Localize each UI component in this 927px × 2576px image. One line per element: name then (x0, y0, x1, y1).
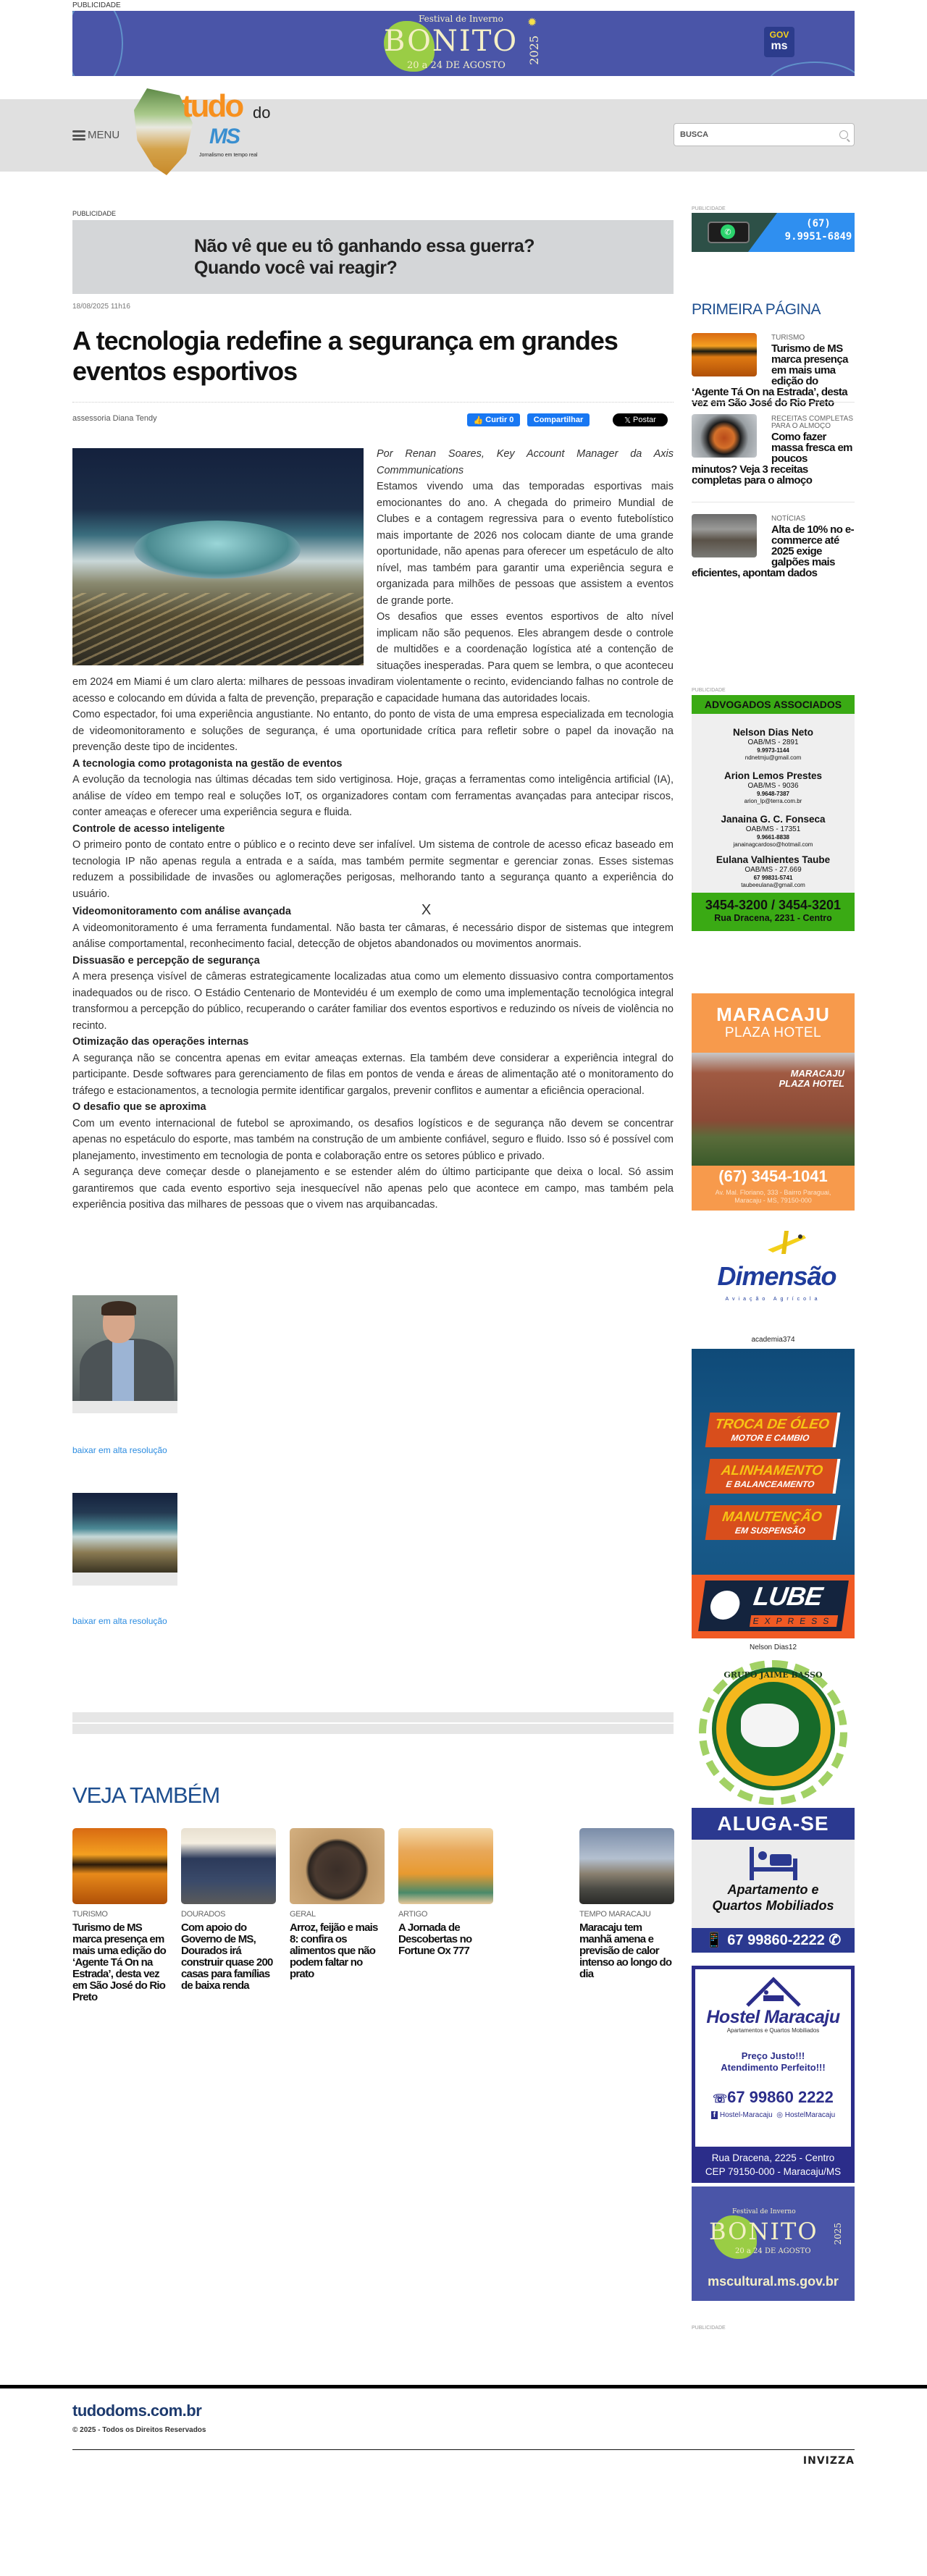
service-title: TROCA DE ÓLEO (713, 1417, 831, 1432)
whatsapp-area-code: (67) (806, 218, 831, 230)
search-box[interactable] (674, 123, 855, 146)
aluga-line: Apartamento e (727, 1882, 819, 1897)
veja-tambem-title: VEJA TAMBÉM (72, 1782, 220, 1808)
gov-text: GOV (769, 30, 789, 40)
hostel-promo: Atendimento Perfeito!!! (721, 2062, 826, 2073)
footer-copyright: © 2025 - Todos os Direitos Reservados (72, 2426, 206, 2434)
author-portrait (72, 1295, 177, 1401)
logo-tagline: Jornalismo em tempo real (199, 153, 258, 158)
service-title: MANUTENÇÃO (721, 1510, 823, 1525)
cattle-image (741, 1704, 799, 1747)
phone-icon: ☏ (713, 2093, 728, 2105)
lawyer-email: taubeeulana@gmail.com (741, 882, 805, 888)
aluga-se-ad[interactable] (692, 1808, 855, 1953)
ad-diagonal (748, 213, 777, 252)
footer-site-name[interactable]: tudodoms.com.br (72, 2402, 202, 2420)
download-high-res-link[interactable]: baixar em alta resolução (72, 1616, 167, 1626)
aluga-phone-bar (692, 1928, 855, 1953)
advogados-address: Rua Dracena, 2231 - Centro (714, 913, 832, 923)
whatsapp-ad[interactable] (692, 213, 855, 252)
ad-label: PUBLICIDADE (72, 210, 117, 217)
primeira-headline[interactable]: Alta de 10% no e-commerce até 2025 exige galpões mais eficientes, apontam dados (692, 523, 854, 579)
section-heading-text: Videomonitoramento com análise avançada (72, 906, 291, 917)
lawyer-entry (692, 727, 855, 762)
related-image (181, 1828, 276, 1904)
service-oil-change (705, 1413, 841, 1447)
aluga-phone: 67 99860-2222 (727, 1932, 825, 1948)
section-heading: O desafio que se aproxima (72, 1101, 206, 1113)
hostel-instagram: HostelMaracaju (784, 2111, 836, 2119)
ms-text: ms (771, 40, 788, 52)
aluga-line: Quartos Mobiliados (712, 1898, 834, 1913)
festival-year: 2025 (527, 35, 541, 65)
dengue-campaign-ad[interactable] (72, 220, 674, 294)
ad-caption: Nelson Dias12 (749, 1643, 797, 1651)
phone-icon: 📱 (705, 1932, 723, 1948)
related-image (579, 1828, 674, 1904)
facebook-icon: f (711, 2111, 718, 2119)
primeira-item[interactable] (692, 333, 855, 408)
festival-label: Festival de Inverno (419, 14, 503, 24)
aluga-header: ALUGA-SE (692, 1808, 855, 1840)
lawyer-oab: OAB/MS - 2891 (747, 738, 799, 746)
service-subtitle: E BALANCEAMENTO (725, 1479, 815, 1489)
related-card[interactable] (290, 1828, 385, 1980)
whatsapp-icon: ✆ (829, 1932, 842, 1948)
footer-divider (0, 2385, 927, 2388)
drops-icon (708, 1591, 742, 1620)
advogados-phones: 3454-3200 / 3454-3201 (705, 898, 842, 912)
divider (72, 402, 674, 403)
site-logo[interactable] (134, 88, 286, 179)
related-headline[interactable]: Arroz, feijão e mais 8: confira os alimentos que não podem faltar no prato (290, 1922, 378, 1980)
sun-icon: ✹ (527, 17, 537, 29)
hostel-roof-bed-icon (744, 1977, 802, 2007)
hotel-photo (692, 1053, 855, 1166)
related-headline[interactable]: Maracaju tem manhã amena e previsão de calor intenso ao longo do dia (579, 1922, 672, 1980)
hostel-address: Rua Dracena, 2225 - Centro (711, 2152, 835, 2163)
hotel-name: MARACAJU (716, 1003, 830, 1025)
gallery-photo-stadium[interactable] (72, 1493, 177, 1586)
hotel-sign: MARACAJU (790, 1068, 844, 1079)
hostel-facebook: Hostel-Maracaju (719, 2111, 773, 2119)
lawyer-phone: 9.9661-8838 (757, 834, 789, 841)
related-category: TURISMO (72, 1910, 108, 1919)
article-paragraph: Os desafios que esses eventos esportivos de alto nível implicam não são pequenos. Eles abrangem desde o controle de multidões e a coordenação logística até a contenção de situações inesperadas. Para quem se lembra, o que aconteceu em 2024 em Miami é um claro alerta: milhares de pessoas invadiram violentamente o recinto, evidenciando falhas no controle de acesso e colocando em dúvida a falta de prevenção, preparação e capacidade humana das autoridades locais. (72, 611, 674, 704)
whatsapp-phone: 9.9951-6849 (784, 231, 852, 243)
related-image (290, 1828, 385, 1904)
x-post-button[interactable] (613, 413, 668, 426)
festival-url: mscultural.ms.gov.br (708, 2274, 839, 2289)
ad-label: PUBLICIDADE (692, 688, 726, 693)
dimensao-brand: Dimensão (717, 1261, 836, 1291)
related-card[interactable] (181, 1828, 276, 1992)
hotel-sign: PLAZA HOTEL (779, 1078, 844, 1089)
primeira-image (692, 333, 757, 376)
lawyer-phone: 67 99831-5741 (753, 875, 793, 881)
hostel-phone: 67 99860 2222 (727, 2088, 834, 2106)
article-paragraph: Estamos vivendo uma das temporadas esportivas mais emocionantes do ano. A chegada do primeiro Mundial de Clubes e a contagem regressiva para o evento futebolístico mais importante de 2026 nos colocam diante de uma grande oportunidade, não apenas para oferecer um espetáculo de alto nível, mas também para garantir uma experiência segura e organizada para milhões de pessoas que assistem a eventos de grande porte. (377, 481, 674, 607)
decorative-wave (72, 11, 123, 76)
bonito-wordmark: BONITO (709, 2218, 818, 2245)
lawyer-name: Nelson Dias Neto (732, 727, 814, 738)
primeira-item[interactable] (692, 514, 855, 578)
festival-dates: 20 a 24 DE AGOSTO (407, 60, 506, 71)
stadium-thumbnail (72, 1493, 177, 1573)
article-paragraph: Com um evento internacional de futebol se aproximando, os desafios logísticos e de segurança não devem se concentrar apenas no espetáculo do esporte, mas também na construção de um ambiente confiável, seguro e fluido. Isso só é possível com planejamento, investimento em tecnologia de ponta e colaboração entre os setores público e privado. (72, 1117, 674, 1162)
x-logo-icon: 𝕏 (624, 416, 632, 425)
article-date: 18/08/2025 11h16 (72, 303, 130, 311)
lawyer-entry (692, 814, 855, 849)
hamburger-icon (72, 130, 85, 140)
article-byline: Por Renan Soares, Key Account Manager da Axis Commmunications (377, 448, 674, 476)
primeira-category: NOTÍCIAS (771, 515, 806, 523)
article-paragraph: Como espectador, foi uma experiência angustiante. No entanto, do ponto de vista de uma empresa especializada em tecnologia de videomonitoramento e soluções de segurança, é uma oportunidade crítica para refletir sobre o papel da inovação na prevenção deste tipo de incidentes. (72, 709, 674, 753)
lawyer-entry (692, 770, 855, 805)
ad-label: PUBLICIDADE (692, 206, 726, 211)
related-headline[interactable]: Com apoio do Governo de MS, Dourados irá construir quase 200 casas para famílias de baixa renda (181, 1922, 273, 1992)
lube-express-text: EXPRESS (750, 1615, 838, 1627)
lawyer-email: ndnetmju@gmail.com (744, 754, 802, 761)
section-heading: A tecnologia como protagonista na gestão de eventos (72, 757, 343, 770)
dimensao-tagline: Aviação Agrícola (725, 1297, 821, 1302)
footer-divider (72, 2449, 855, 2450)
bonito-wordmark: BONITO (384, 25, 519, 58)
whatsapp-icon: ✆ (721, 224, 735, 239)
post-label: Postar (633, 416, 656, 424)
lawyer-email: arion_lp@terra.com.br (744, 798, 802, 804)
hostel-maracaju-ad[interactable] (692, 1966, 855, 2183)
divider (692, 402, 855, 403)
lawyer-name: Janaina G. C. Fonseca (721, 814, 826, 825)
festival-year: 2025 (833, 2223, 843, 2245)
primeira-image (692, 414, 757, 458)
menu-button[interactable] (72, 129, 119, 142)
hotel-phone: (67) 3454-1041 (718, 1167, 828, 1185)
article-paragraph: A segurança deve começar desde o planejamento e se estender além do último participante que deixa o local. Só assim garantiremos que cada evento esportivo seja inesquecível não apenas pelo que acontece em campo, mas também pela experiência positiva das milhares de pessoas que o vivem nas arquibancadas. (72, 1166, 674, 1211)
bed-icon (748, 1845, 799, 1882)
lube-logo (698, 1580, 849, 1631)
advogados-footer (692, 893, 855, 931)
primeira-headline[interactable]: Turismo de MS marca presença em mais uma edição do ‘Agente Tá On na Estrada’, desta vez em São José do Rio Preto (692, 342, 848, 409)
lawyer-oab: OAB/MS - 27.669 (744, 866, 802, 874)
search-icon[interactable] (839, 130, 848, 139)
related-image (398, 1828, 493, 1904)
ad-label: PUBLICIDADE (72, 1, 121, 9)
lube-wordmark: LUBE (752, 1581, 824, 1611)
lawyer-oab: OAB/MS - 17351 (745, 825, 801, 833)
primeira-headline[interactable]: Como fazer massa fresca em poucos minutos? Veja 3 receitas completas para o almoço (692, 431, 852, 487)
hotel-address: Maracaju - MS, 79150-000 (734, 1197, 812, 1204)
download-high-res-link[interactable]: baixar em alta resolução (72, 1445, 167, 1455)
hostel-subtitle: Apartamentos e Quartos Mobiliados (726, 2027, 820, 2034)
advogados-header: ADVOGADOS ASSOCIADOS (692, 695, 855, 714)
close-icon[interactable]: X (421, 902, 432, 918)
grupo-jaime-basso-ad[interactable] (692, 1660, 855, 1805)
primeira-category: RECEITAS COMPLETAS PARA O ALMOÇO (771, 415, 853, 430)
article-body (72, 446, 674, 1213)
related-category: DOURADOS (181, 1910, 226, 1919)
service-subtitle: MOTOR E CAMBIO (730, 1433, 810, 1443)
decorative-wave (768, 62, 855, 76)
related-headline[interactable]: A Jornada de Descobertas no Fortune Ox 777 (398, 1922, 472, 1957)
hostel-brand: Hostel Maracaju (706, 2007, 840, 2027)
lawyer-name: Eulana Valhientes Taube (716, 854, 831, 865)
related-image (72, 1828, 167, 1904)
menu-label: MENU (88, 129, 120, 141)
article-paragraph: O primeiro ponto de contato entre o público e o recinto deve ser infalível. Um sistema de controle de acesso eficaz baseado em tecnologia IP não apenas regula a entrada e a saída, mas também permite segmentar e gerenciar zonas. Esses sistemas reduzem a possibilidade de invasões ou aglomerações perigosas, melhorando tanto a segurança quanto a experiência do usuário. (72, 839, 674, 900)
like-label: Curtir 0 (485, 416, 514, 424)
service-subtitle: EM SUSPENSÃO (734, 1525, 806, 1536)
lawyer-oab: OAB/MS - 9036 (747, 782, 799, 790)
section-heading: Dissuasão e percepção de segurança (72, 954, 260, 967)
hotel-address: Av. Mal. Floriano, 333 - Bairro Paraguai, (715, 1189, 831, 1196)
facebook-share-button[interactable] (527, 413, 590, 426)
hostel-address: CEP 79150-000 - Maracaju/MS (705, 2166, 842, 2177)
dimensao-aviacao-ad[interactable] (692, 1224, 855, 1310)
related-card[interactable] (579, 1828, 674, 1980)
ad-line: Não vê que eu tô ganhando essa guerra? (194, 236, 535, 256)
service-title: ALINHAMENTO (720, 1463, 824, 1478)
section-heading (72, 902, 674, 920)
article-paragraph: A evolução da tecnologia nas últimas décadas tem sido vertiginosa. Hoje, graças a ferramentas como inteligência artificial (IA), análise de vídeo em tempo real e soluções IoT, os organizadores contam com ferramentas avançadas para antecipar riscos, conter ameaças e oferecer uma experiência segura e fluida. (72, 774, 674, 818)
primeira-category: TURISMO (771, 334, 805, 342)
primeira-pagina-title: PRIMEIRA PÁGINA (692, 301, 821, 318)
logo-ms: MS (209, 125, 239, 148)
logo-tudo: tudo (182, 88, 243, 124)
lawyer-email: janainagcardoso@hotmail.com (733, 841, 813, 848)
article-title: A tecnologia redefine a segurança em grandes eventos esportivos (72, 326, 618, 386)
whatsapp-number (782, 217, 855, 243)
lawyer-phone: 9.9973-1144 (757, 747, 789, 754)
service-suspension (705, 1505, 841, 1540)
article-paragraph: A segurança não se concentra apenas em evitar ameaças externas. Ela também deve considerar a experiência integral do participante. Desde softwares para gerenciamento de filas em pontos de venda e áreas de alimentação até o monitoramento do tráfego e estacionamentos, a tecnologia permite identificar gargalos, prevenir conflitos e aumentar a eficiência operacional. (72, 1052, 674, 1097)
ad-line: Quando você vai reagir? (194, 258, 398, 278)
related-category: GERAL (290, 1910, 316, 1919)
primeira-item[interactable] (692, 414, 855, 486)
invizza-credit-logo[interactable]: INVIZZA (802, 2455, 855, 2467)
photo-spacer (72, 446, 377, 666)
bonito-festival-banner[interactable] (72, 11, 855, 76)
festival-label: Festival de Inverno (732, 2208, 796, 2215)
lawyer-name: Arion Lemos Prestes (723, 770, 823, 781)
ad-label: PUBLICIDADE (692, 2325, 726, 2331)
hotel-subtitle: PLAZA HOTEL (724, 1025, 822, 1040)
advogados-ad[interactable] (692, 695, 855, 931)
share-label: Compartilhar (533, 416, 584, 424)
gov-ms-logo (764, 27, 794, 57)
lube-logo-area (692, 1575, 855, 1638)
related-category: ARTIGO (398, 1910, 428, 1919)
section-heading: Controle de acesso inteligente (72, 822, 225, 835)
festival-dates: 20 a 24 DE AGOSTO (735, 2247, 811, 2255)
search-input[interactable] (680, 130, 839, 139)
article-source: assessoria Diana Tendy (72, 414, 157, 423)
article-paragraph: A videomonitoramento é uma ferramenta fundamental. Não basta ter câmaras, é necessário dispor de sistemas que integrem análise comportamental, reconhecimento facial, detecção de objetos abandonados ou movimentos anormais. (72, 922, 674, 950)
airplane-icon (764, 1228, 808, 1257)
maracaju-plaza-hotel-ad[interactable] (692, 993, 855, 1211)
jaime-basso-text: GRUPO JAIME BASSO (723, 1670, 823, 1680)
section-heading: Otimização das operações internas (72, 1036, 249, 1048)
placeholder-bars (72, 1712, 674, 1735)
hostel-promo: Preço Justo!!! (741, 2050, 805, 2061)
bonito-festival-side-ad[interactable] (692, 2186, 855, 2301)
related-card[interactable] (398, 1828, 493, 1957)
lawyer-phone: 9.9648-7387 (757, 791, 789, 797)
related-headline[interactable]: Turismo de MS marca presença em mais uma edição do ‘Agente Tá On na Estrada’, desta vez em São José do Rio Preto (72, 1922, 166, 2003)
logo-do: do (253, 104, 271, 122)
ad-caption: academia374 (751, 1336, 795, 1344)
thumbs-up-icon: 👍 (473, 416, 484, 425)
related-category: TEMPO MARACAJU (579, 1910, 651, 1919)
facebook-like-button[interactable] (467, 413, 520, 426)
gallery-photo-author[interactable] (72, 1295, 177, 1413)
primeira-image (692, 514, 757, 557)
lube-express-ad[interactable] (692, 1349, 855, 1638)
article-paragraph: A mera presença visível de câmeras estrategicamente localizadas atua como um elemento dissuasivo contra comportamentos inadequados ou de risco. O Estádio Centenario de Montevidéu é um exemplo de como uma implementação tecnológica integral transformou a percepção do público, recuperando o caráter familiar dos eventos esportivos e reduzindo os níveis de violência no recinto. (72, 971, 674, 1032)
service-alignment (705, 1459, 841, 1494)
lawyer-entry (692, 854, 855, 889)
related-card[interactable] (72, 1828, 167, 2003)
instagram-icon: ◎ (776, 2111, 783, 2119)
